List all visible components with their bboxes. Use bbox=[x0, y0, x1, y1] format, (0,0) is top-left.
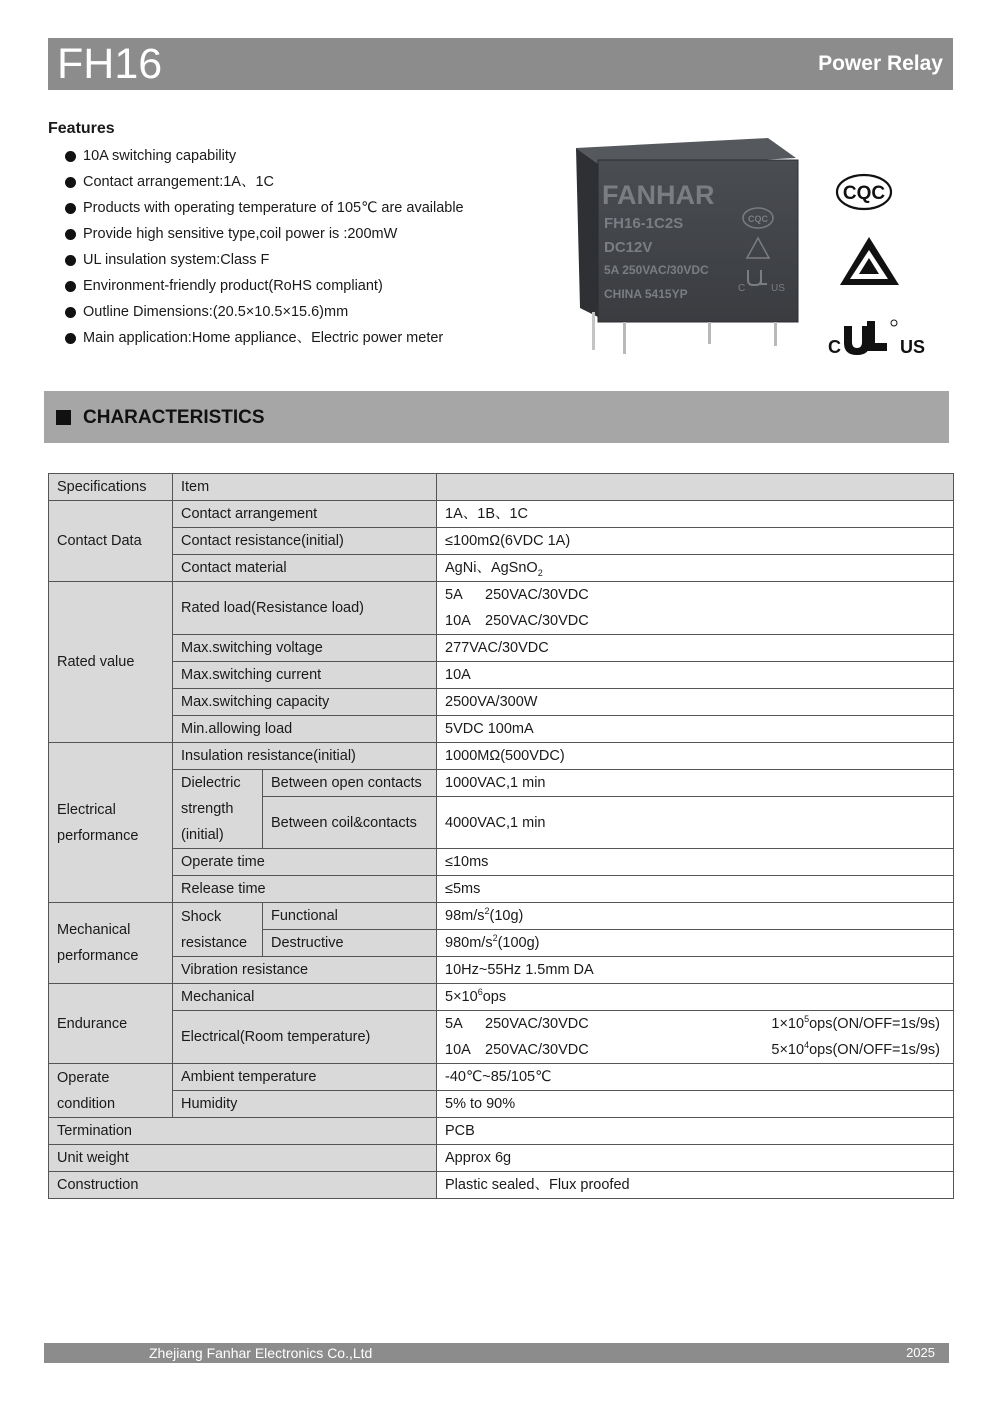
value-cell: 5VDC 100mA bbox=[437, 716, 954, 743]
value-cell: AgNi、AgSnO$_2$ bbox=[437, 555, 954, 582]
warning-triangle-icon bbox=[838, 234, 902, 288]
item-cell: Contact resistance(initial) bbox=[173, 528, 437, 555]
item-cell: Mechanical bbox=[173, 984, 437, 1011]
item-cell: Humidity bbox=[173, 1091, 437, 1118]
item-cell-dielectric-strength: Dielectric strength (initial) bbox=[173, 770, 263, 849]
value-cell: 10Hz~55Hz 1.5mm DA bbox=[437, 957, 954, 984]
table-row bbox=[49, 474, 954, 501]
value-cell: ≤100mΩ(6VDC 1A) bbox=[437, 528, 954, 555]
value-cell: 10A bbox=[437, 662, 954, 689]
header-cell-specifications: Specifications bbox=[49, 474, 173, 501]
value-cell: ≤5ms bbox=[437, 876, 954, 903]
bullet-icon bbox=[65, 307, 76, 318]
header-bar bbox=[48, 38, 953, 90]
item-cell: Contact arrangement bbox=[173, 501, 437, 528]
svg-text:US: US bbox=[900, 337, 926, 357]
table-row bbox=[49, 849, 954, 876]
item-cell: Rated load(Resistance load) bbox=[173, 582, 437, 635]
section-square-icon bbox=[56, 410, 71, 425]
value-cell: 1000VAC,1 min bbox=[437, 770, 954, 797]
sub-item-cell: Destructive bbox=[263, 930, 437, 957]
model-title: FH16 bbox=[57, 40, 163, 88]
header-cell-item: Item bbox=[173, 474, 437, 501]
item-cell: Unit weight bbox=[49, 1145, 437, 1172]
relay-rating-text: 5A 250VAC/30VDC bbox=[604, 263, 709, 277]
features-list bbox=[65, 143, 464, 351]
table-row bbox=[49, 984, 954, 1011]
feature-item: Environment-friendly product(RoHS compliant) bbox=[65, 273, 464, 299]
item-cell: Release time bbox=[173, 876, 437, 903]
group-cell-operate-condition: Operate condition bbox=[49, 1064, 173, 1118]
group-cell-mechanical-performance: Mechanical performance bbox=[49, 903, 173, 984]
ul-cert-icon bbox=[826, 318, 926, 358]
table-row bbox=[49, 957, 954, 984]
table-row bbox=[49, 689, 954, 716]
value-cell: 5A 250VAC/30VDC $1\times 10^5ops(ON/OFF=1s/9s)$ 10A 250VAC/30VDC $5\times 10^4ops(ON/OFF=1s/9s)$ bbox=[437, 1011, 954, 1064]
feature-item: 10A switching capability bbox=[65, 143, 464, 169]
table-row bbox=[49, 662, 954, 689]
group-cell-endurance: Endurance bbox=[49, 984, 173, 1064]
table-row bbox=[49, 528, 954, 555]
item-cell: Insulation resistance(initial) bbox=[173, 743, 437, 770]
svg-text:C: C bbox=[828, 337, 841, 357]
bullet-icon bbox=[65, 177, 76, 188]
value-cell: 1A、1B、1C bbox=[437, 501, 954, 528]
bullet-icon bbox=[65, 203, 76, 214]
footer-year: 2025 bbox=[906, 1345, 935, 1360]
table-row bbox=[49, 876, 954, 903]
bullet-icon bbox=[65, 151, 76, 162]
category-title: Power Relay bbox=[818, 52, 943, 75]
section-title: CHARACTERISTICS bbox=[83, 407, 265, 428]
bullet-icon bbox=[65, 333, 76, 344]
relay-product-image bbox=[568, 130, 803, 360]
value-cell: PCB bbox=[437, 1118, 954, 1145]
value-cell: 277VAC/30VDC bbox=[437, 635, 954, 662]
item-cell: Max.switching capacity bbox=[173, 689, 437, 716]
svg-text:C: C bbox=[738, 283, 746, 294]
features-title: Features bbox=[48, 120, 115, 137]
item-cell: Max.switching current bbox=[173, 662, 437, 689]
table-row bbox=[49, 770, 954, 797]
specifications-table bbox=[48, 473, 954, 1199]
table-row bbox=[49, 1064, 954, 1091]
bullet-icon bbox=[65, 229, 76, 240]
header-cell-value bbox=[437, 474, 954, 501]
table-row bbox=[49, 1172, 954, 1199]
sub-item-cell: Between coil&contacts bbox=[263, 797, 437, 849]
footer-bar bbox=[44, 1343, 949, 1363]
footer-company: Zhejiang Fanhar Electronics Co.,Ltd bbox=[149, 1345, 373, 1361]
item-cell-shock-resistance: Shock resistance bbox=[173, 903, 263, 957]
value-cell: 5% to 90% bbox=[437, 1091, 954, 1118]
feature-item: UL insulation system:Class F bbox=[65, 247, 464, 273]
value-cell: $5\times 10^6ops$ bbox=[437, 984, 954, 1011]
feature-item: Main application:Home appliance、Electric power meter bbox=[65, 325, 464, 351]
value-cell: ≤10ms bbox=[437, 849, 954, 876]
value-cell: $98m/s^2(10g)$ bbox=[437, 903, 954, 930]
table-row bbox=[49, 582, 954, 635]
item-cell: Construction bbox=[49, 1172, 437, 1199]
relay-brand-text: FANHAR bbox=[602, 180, 715, 210]
value-cell: Plastic sealed、Flux proofed bbox=[437, 1172, 954, 1199]
table-row bbox=[49, 1118, 954, 1145]
relay-origin-text: CHINA 5415YP bbox=[604, 287, 688, 301]
item-cell: Contact material bbox=[173, 555, 437, 582]
feature-item: Contact arrangement:1A、1C bbox=[65, 169, 464, 195]
value-cell: 2500VA/300W bbox=[437, 689, 954, 716]
characteristics-section-bar bbox=[44, 391, 949, 443]
relay-coil-text: DC12V bbox=[604, 239, 653, 256]
item-cell: Ambient temperature bbox=[173, 1064, 437, 1091]
item-cell: Min.allowing load bbox=[173, 716, 437, 743]
value-cell: Approx 6g bbox=[437, 1145, 954, 1172]
value-cell: 1000MΩ(500VDC) bbox=[437, 743, 954, 770]
svg-text:US: US bbox=[771, 283, 785, 294]
cqc-cert-icon bbox=[834, 172, 894, 212]
svg-text:CQC: CQC bbox=[748, 214, 768, 224]
item-cell: Operate time bbox=[173, 849, 437, 876]
group-cell-electrical-performance: Electrical performance bbox=[49, 743, 173, 903]
group-cell-rated-value: Rated value bbox=[49, 582, 173, 743]
sub-item-cell: Functional bbox=[263, 903, 437, 930]
value-cell: -40℃~85/105℃ bbox=[437, 1064, 954, 1091]
item-cell: Electrical(Room temperature) bbox=[173, 1011, 437, 1064]
feature-item: Provide high sensitive type,coil power is :200mW bbox=[65, 221, 464, 247]
feature-item: Products with operating temperature of 105℃ are available bbox=[65, 195, 464, 221]
value-cell: $980m/s^2(100g)$ bbox=[437, 930, 954, 957]
relay-model-text: FH16-1C2S bbox=[604, 215, 684, 232]
table-row bbox=[49, 555, 954, 582]
bullet-icon bbox=[65, 281, 76, 292]
value-cell: 4000VAC,1 min bbox=[437, 797, 954, 849]
bullet-icon bbox=[65, 255, 76, 266]
table-row bbox=[49, 1091, 954, 1118]
table-row bbox=[49, 903, 954, 930]
table-row bbox=[49, 635, 954, 662]
value-cell: 5A 250VAC/30VDC 10A 250VAC/30VDC bbox=[437, 582, 954, 635]
svg-text:CQC: CQC bbox=[842, 183, 886, 204]
table-row bbox=[49, 743, 954, 770]
table-row bbox=[49, 1011, 954, 1064]
table-row bbox=[49, 1145, 954, 1172]
item-cell: Termination bbox=[49, 1118, 437, 1145]
feature-item: Outline Dimensions:(20.5×10.5×15.6)mm bbox=[65, 299, 464, 325]
table-row bbox=[49, 716, 954, 743]
sub-item-cell: Between open contacts bbox=[263, 770, 437, 797]
table-row bbox=[49, 501, 954, 528]
item-cell: Vibration resistance bbox=[173, 957, 437, 984]
item-cell: Max.switching voltage bbox=[173, 635, 437, 662]
group-cell-contact-data: Contact Data bbox=[49, 501, 173, 582]
